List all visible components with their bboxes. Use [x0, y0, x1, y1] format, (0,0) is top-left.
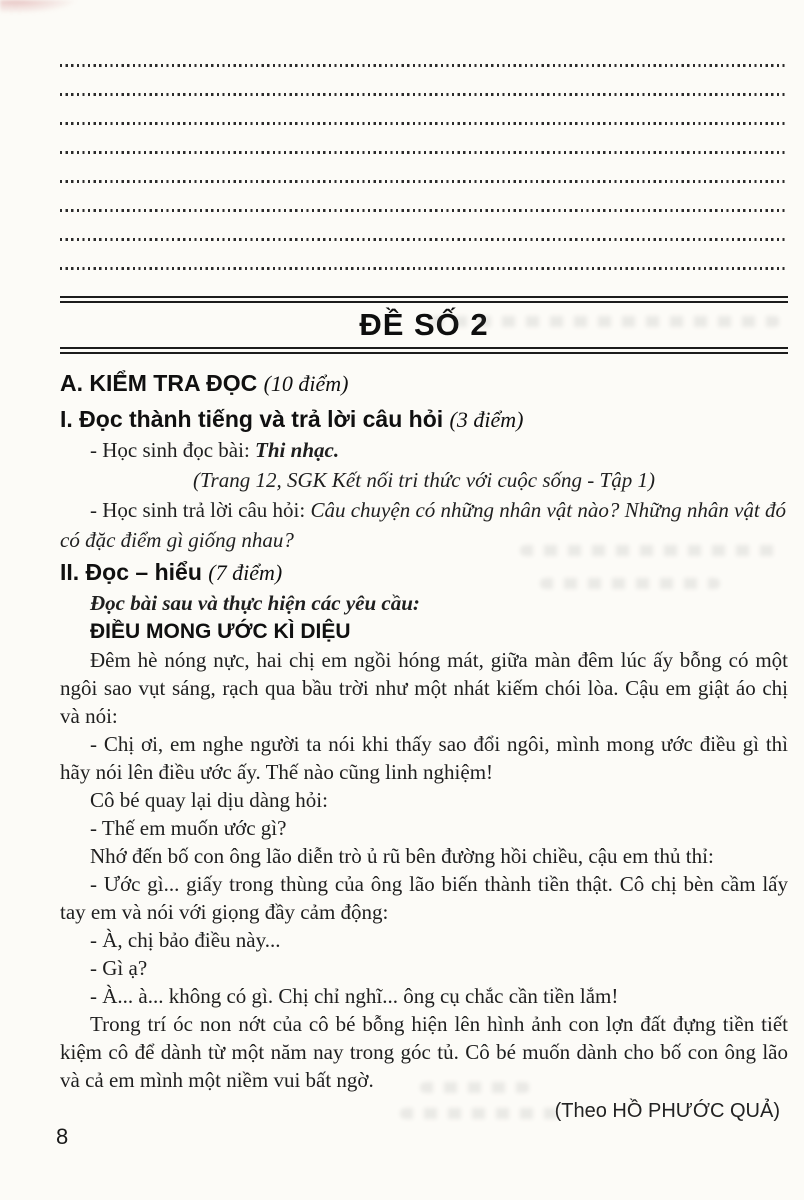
- passage-paragraph: - Gì ạ?: [90, 956, 148, 980]
- reading-passage: [60, 618, 788, 1123]
- double-rule-bottom: [60, 347, 788, 354]
- reading-text-title: Thi nhạc.: [255, 438, 340, 462]
- question-task-line: [60, 495, 788, 555]
- part-one-heading-text: I. Đọc thành tiếng và trả lời câu hỏi: [60, 406, 444, 432]
- dotted-answer-line: [60, 122, 788, 125]
- part-two-heading: [60, 557, 788, 588]
- reading-source-line: (Trang 12, SGK Kết nối tri thức với cuộc sống - Tập 1): [193, 468, 655, 492]
- exam-header-banner: [60, 296, 788, 354]
- dotted-answer-line: [60, 180, 788, 183]
- passage-paragraph: Nhớ đến bố con ông lão diễn trò ủ rũ bên đường hồi chiều, cậu em thủ thỉ:: [90, 844, 714, 868]
- part-two-points: (7 điểm): [208, 560, 283, 585]
- question-text: Câu chuyện có những nhân vật nào? Những nhân vật đó có đặc điểm gì giống nhau?: [60, 498, 786, 552]
- section-a-points: (10 điểm): [263, 371, 349, 396]
- part-two-heading-text: II. Đọc – hiểu: [60, 559, 202, 585]
- dotted-answer-line: [60, 238, 788, 241]
- section-a-heading-text: A. KIỂM TRA ĐỌC: [60, 370, 258, 396]
- passage-title: ĐIỀU MONG ƯỚC KÌ DIỆU: [90, 620, 351, 643]
- part-one-heading: [60, 404, 788, 435]
- answer-lines-block: [60, 64, 788, 270]
- reading-task-label: - Học sinh đọc bài:: [90, 438, 256, 462]
- passage-author-credit: (Theo HỒ PHƯỚC QUẢ): [554, 1100, 780, 1122]
- dotted-answer-line: [60, 267, 788, 270]
- double-rule-top: [60, 296, 788, 303]
- dotted-answer-line: [60, 64, 788, 67]
- passage-paragraph: Trong trí óc non nớt của cô bé bỗng hiện lên hình ảnh con lợn đất đựng tiền tiết kiệm cô để dành từ một năm nay trong góc tủ. Cô bé muốn dành cho bố con ông lão và cả em mình một niềm vui bất ngờ.: [60, 1012, 788, 1092]
- passage-paragraph: - Ước gì... giấy trong thùng của ông lão biến thành tiền thật. Cô chị bèn cầm lấy tay em và nói với giọng đầy cảm động:: [60, 872, 788, 924]
- reading-instruction: Đọc bài sau và thực hiện các yêu cầu:: [90, 591, 420, 615]
- dotted-answer-line: [60, 93, 788, 96]
- exam-title: ĐỀ SỐ 2: [359, 307, 489, 342]
- reading-task-line: [60, 435, 788, 465]
- part-one-points: (3 điểm): [449, 407, 524, 432]
- question-task-label: - Học sinh trả lời câu hỏi:: [90, 498, 311, 522]
- passage-paragraph: Đêm hè nóng nực, hai chị em ngồi hóng mát, giữa màn đêm lúc ấy bỗng có một ngôi sao vụt sáng, rạch qua bầu trời như một nhát kiếm chói lòa. Cậu em giật áo chị và nói:: [60, 648, 788, 728]
- page-number: 8: [56, 1124, 69, 1149]
- dotted-answer-line: [60, 151, 788, 154]
- passage-paragraph: - À, chị bảo điều này...: [90, 928, 281, 952]
- passage-paragraph: - Chị ơi, em nghe người ta nói khi thấy sao đổi ngôi, mình mong ước điều gì thì hãy nói lên điều ước ấy. Thế nào cũng linh nghiệm!: [60, 732, 788, 784]
- passage-paragraph: Cô bé quay lại dịu dàng hỏi:: [90, 788, 328, 812]
- dotted-answer-line: [60, 209, 788, 212]
- passage-paragraph: - À... à... không có gì. Chị chỉ nghĩ... ông cụ chắc cần tiền lắm!: [90, 984, 619, 1008]
- section-a-heading: [60, 368, 788, 399]
- passage-paragraph: - Thế em muốn ước gì?: [90, 816, 287, 840]
